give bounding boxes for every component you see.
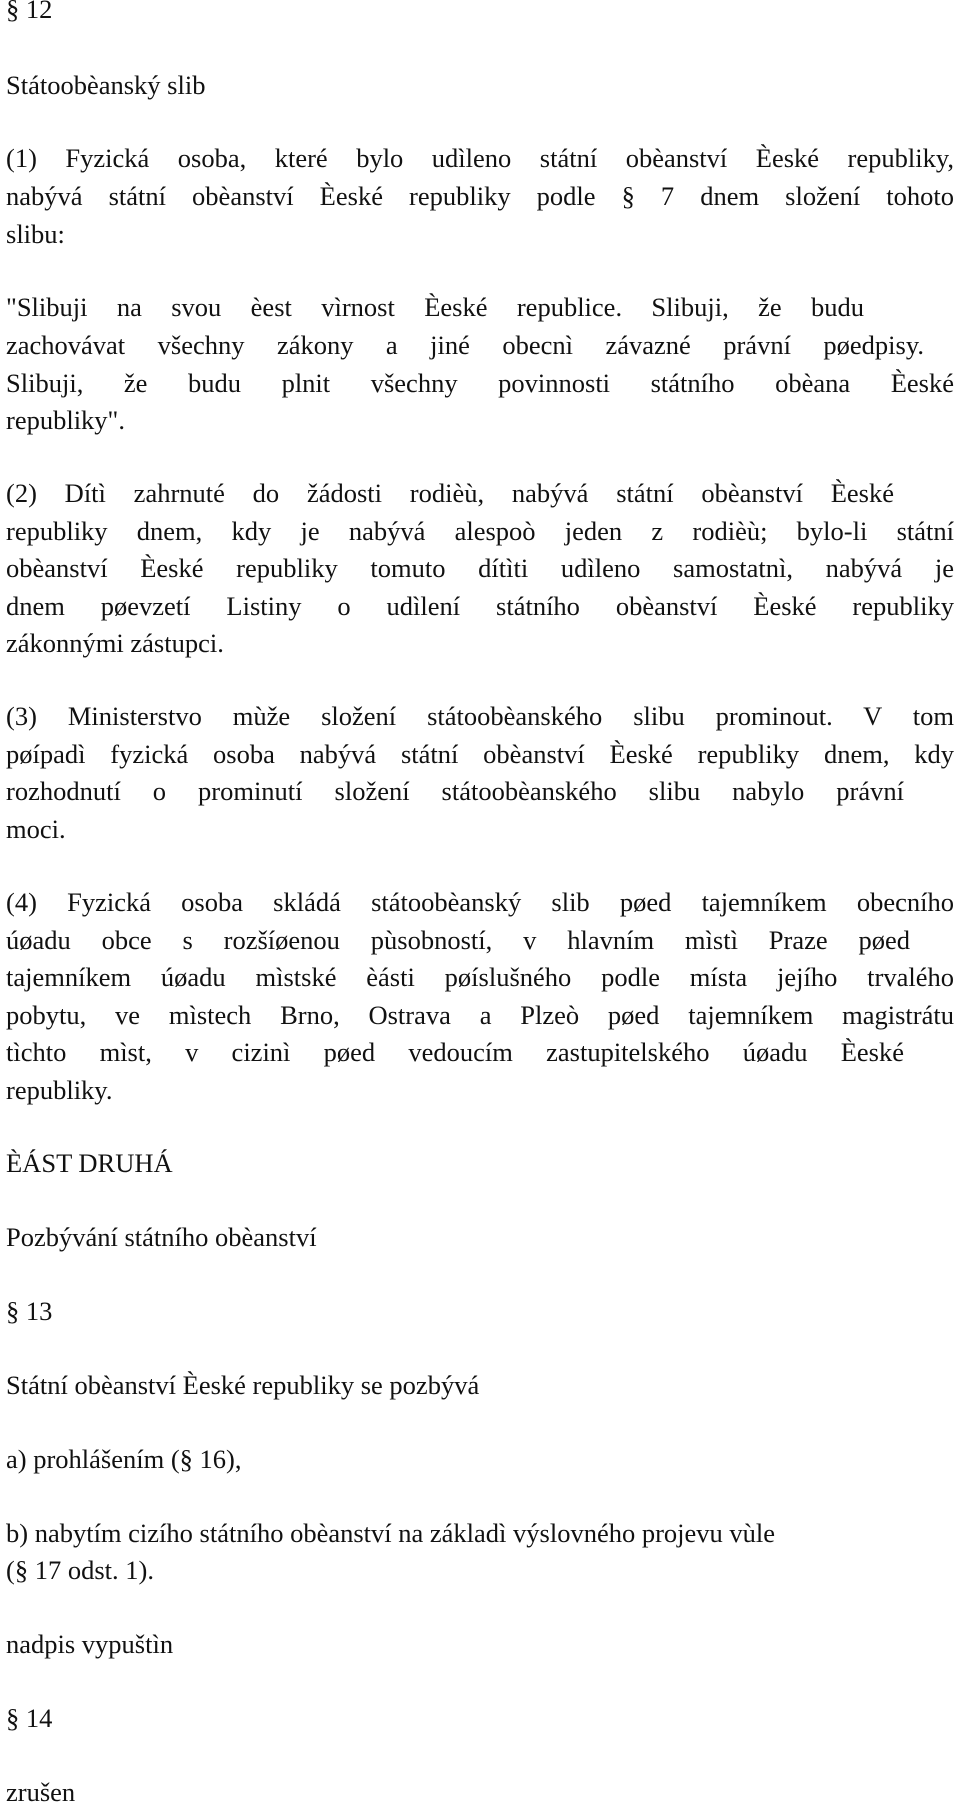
text-line: pobytu, ve mìstech Brno, Ostrava a Plzeò pøed tajemníkem magistrátu: [6, 1000, 954, 1030]
text-line: nabývá státní obèanství Èeské republiky podle § 7 dnem složení tohoto: [6, 181, 954, 211]
text-line: republiky".: [6, 405, 126, 435]
text-line: obèanství Èeské republiky tomuto dítìti udìleno samostatnì, nabývá je: [6, 553, 954, 583]
text-line: slibu:: [6, 219, 65, 249]
text-line: (4) Fyzická osoba skládá státoobèanský slib pøed tajemníkem obecního: [6, 887, 954, 917]
section-14-status: zrušen: [6, 1777, 76, 1807]
text-line: (3) Ministerstvo mùže složení státoobèanského slibu prominout. V tom: [6, 701, 954, 731]
section-13-note: nadpis vypuštìn: [6, 1629, 174, 1659]
text-line: tìchto mìst, v cizinì pøed vedoucím zastupitelského úøadu Èeské: [6, 1037, 904, 1067]
text-line: úøadu obce s rozšíøenou pùsobností, v hlavním mìstì Praze pøed: [6, 925, 910, 955]
text-line: republiky.: [6, 1075, 113, 1105]
section-12-heading: § 12: [6, 0, 53, 24]
part-two-title: Pozbývání státního obèanství: [6, 1222, 317, 1252]
text-line: tajemníkem úøadu mìstské èásti pøíslušného podle místa jejího trvalého: [6, 962, 954, 992]
text-line: zákonnými zástupci.: [6, 628, 224, 658]
part-two-heading: ÈÁST DRUHÁ: [6, 1148, 173, 1178]
text-line: republiky dnem, kdy je nabývá alespoò jeden z rodièù; bylo-li státní: [6, 516, 954, 546]
text-line: b) nabytím cizího státního obèanství na základì výslovného projevu vùle: [6, 1518, 776, 1548]
section-13-item-a: a) prohlášením (§ 16),: [6, 1444, 242, 1474]
text-line: Slibuji, že budu plnit všechny povinnosti státního obèana Èeské: [6, 368, 954, 398]
text-line: pøípadì fyzická osoba nabývá státní obèanství Èeské republiky dnem, kdy: [6, 739, 954, 769]
text-line: dnem pøevzetí Listiny o udìlení státního obèanství Èeské republiky: [6, 591, 954, 621]
section-14-heading: § 14: [6, 1703, 53, 1733]
section-13-heading: § 13: [6, 1296, 53, 1326]
section-12-title: Státoobèanský slib: [6, 70, 206, 100]
text-line: moci.: [6, 814, 66, 844]
text-line: zachovávat všechny zákony a jiné obecnì závazné právní pøedpisy.: [6, 330, 924, 360]
text-line: "Slibuji na svou èest vìrnost Èeské republice. Slibuji, že budu: [6, 292, 864, 322]
text-line: rozhodnutí o prominutí složení státoobèanského slibu nabylo právní: [6, 776, 904, 806]
text-line: (2) Dítì zahrnuté do žádosti rodièù, nabývá státní obèanství Èeské: [6, 478, 894, 508]
text-line: (1) Fyzická osoba, které bylo udìleno státní obèanství Èeské republiky,: [6, 143, 954, 173]
section-13-intro: Státní obèanství Èeské republiky se pozbývá: [6, 1370, 480, 1400]
text-line: (§ 17 odst. 1).: [6, 1555, 154, 1585]
